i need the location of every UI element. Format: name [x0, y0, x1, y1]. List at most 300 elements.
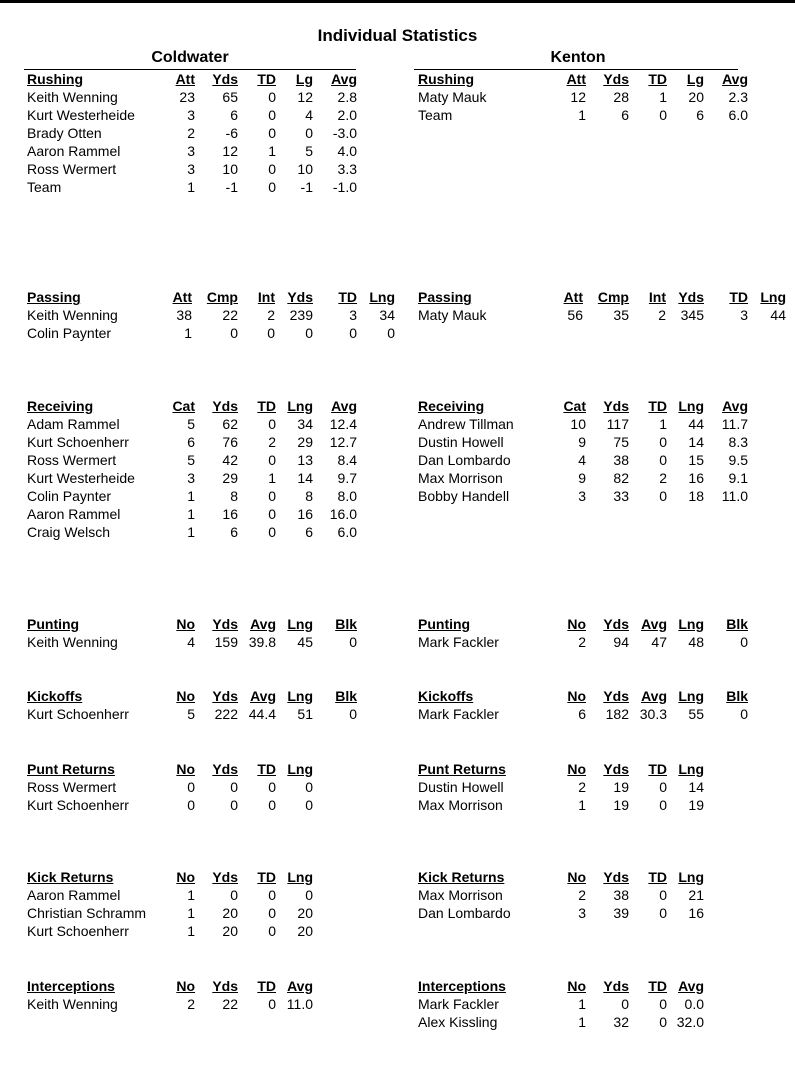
stat-cell: 1 — [578, 797, 586, 813]
section-title: Receiving — [418, 398, 485, 414]
stat-cell: 9.7 — [337, 470, 357, 486]
stat-cell: 20 — [297, 923, 313, 939]
player-name: Max Morrison — [418, 797, 503, 813]
stat-cell: 1 — [659, 89, 667, 105]
player-name: Maty Mauk — [418, 89, 487, 105]
stat-cell: 44 — [770, 307, 786, 323]
column-header: Yds — [212, 688, 238, 704]
stat-cell: 345 — [680, 307, 704, 323]
table-row — [418, 797, 788, 815]
column-header: Avg — [641, 688, 667, 704]
stat-cell: 0 — [268, 488, 276, 504]
table-row — [418, 470, 788, 488]
stat-cell: 34 — [379, 307, 395, 323]
stat-cell: 0 — [659, 887, 667, 903]
stat-cell: 1 — [187, 524, 195, 540]
stat-cell: 38 — [613, 452, 629, 468]
column-header: Lng — [678, 761, 704, 777]
stat-cell: 0 — [230, 797, 238, 813]
column-header: Lng — [678, 869, 704, 885]
column-header: TD — [257, 398, 276, 414]
section-title: Punting — [27, 616, 80, 632]
column-header: Blk — [726, 616, 748, 632]
punt-returns-header-row — [27, 761, 387, 779]
rushing-header-row — [418, 71, 788, 89]
table-row — [418, 434, 788, 452]
column-header: Avg — [250, 616, 276, 632]
player-name: Mark Fackler — [418, 996, 499, 1012]
receiving-header-row — [418, 398, 788, 416]
column-header: Yds — [212, 869, 238, 885]
stat-cell: 0.0 — [684, 996, 704, 1012]
table-row — [27, 307, 395, 325]
stat-cell: 11.7 — [721, 416, 748, 432]
column-header: Lng — [369, 289, 395, 305]
table-row — [27, 706, 387, 724]
stat-cell: 2 — [578, 634, 586, 650]
interceptions-header-row — [27, 978, 387, 996]
column-header: Lng — [760, 289, 786, 305]
stat-cell: 10 — [570, 416, 586, 432]
column-header: Yds — [678, 289, 704, 305]
stat-cell: 39.8 — [248, 634, 276, 650]
stat-cell: 3 — [187, 107, 195, 123]
player-name: Bobby Handell — [418, 488, 510, 504]
stat-cell: 9 — [578, 470, 586, 486]
stat-cell: 0 — [349, 634, 357, 650]
punting-header-row — [418, 616, 788, 634]
player-name: Aaron Rammel — [27, 887, 121, 903]
table-row — [418, 89, 788, 107]
rushing-header-row — [27, 71, 387, 89]
stat-cell: 12 — [297, 89, 313, 105]
column-header: No — [567, 761, 586, 777]
stat-cell: 51 — [297, 706, 313, 722]
stat-cell: 5 — [305, 143, 313, 159]
table-row — [418, 307, 788, 325]
stat-cell: 3 — [187, 161, 195, 177]
page-title: Individual Statistics — [317, 26, 478, 45]
stat-cell: 239 — [289, 307, 313, 323]
stat-cell: 0 — [268, 107, 276, 123]
column-header: Yds — [603, 616, 629, 632]
stat-cell: 38 — [176, 307, 192, 323]
table-row — [27, 89, 387, 107]
stat-cell: 23 — [179, 89, 195, 105]
column-header: Avg — [331, 71, 357, 87]
table-row — [418, 905, 788, 923]
table-row — [27, 107, 387, 125]
player-name: Brady Otten — [27, 125, 102, 141]
stat-cell: 0 — [187, 779, 195, 795]
stat-cell: 38 — [613, 887, 629, 903]
player-name: Dan Lombardo — [418, 905, 511, 921]
stat-cell: 0 — [349, 325, 357, 341]
kickoffs-header-row — [418, 688, 788, 706]
column-header: No — [176, 688, 195, 704]
team-name-left: Coldwater — [151, 49, 229, 66]
column-header: Yds — [287, 289, 313, 305]
stat-cell: 10 — [297, 161, 313, 177]
stat-cell: 22 — [222, 307, 238, 323]
section-title: Rushing — [418, 71, 474, 87]
stat-cell: 6 — [230, 524, 238, 540]
column-header: Avg — [722, 398, 748, 414]
player-name: Maty Mauk — [418, 307, 487, 323]
stat-cell: 6 — [696, 107, 704, 123]
player-name: Keith Wenning — [27, 634, 118, 650]
column-header: TD — [648, 869, 667, 885]
column-header: TD — [648, 978, 667, 994]
stat-cell: 12 — [222, 143, 238, 159]
column-header: Yds — [212, 761, 238, 777]
section-title: Kickoffs — [418, 688, 474, 704]
stat-cell: 5 — [187, 416, 195, 432]
stat-cell: 0 — [268, 89, 276, 105]
column-header: Yds — [212, 398, 238, 414]
stat-cell: 3 — [740, 307, 748, 323]
table-row — [418, 887, 788, 905]
column-header: TD — [257, 869, 276, 885]
stat-cell: 6 — [230, 107, 238, 123]
stat-cell: -1 — [225, 179, 238, 195]
column-header: Cmp — [597, 289, 629, 305]
column-header: Yds — [603, 71, 629, 87]
stat-cell: 8.3 — [728, 434, 748, 450]
stat-cell: 0 — [267, 325, 275, 341]
stat-cell: 1 — [578, 996, 586, 1012]
table-row — [418, 1014, 788, 1032]
player-name: Kurt Schoenherr — [27, 434, 129, 450]
stat-cell: 6 — [621, 107, 629, 123]
player-name: Keith Wenning — [27, 307, 118, 323]
stat-cell: 29 — [297, 434, 313, 450]
stat-cell: 3 — [578, 905, 586, 921]
stat-cell: 0 — [187, 797, 195, 813]
stat-cell: 0 — [659, 996, 667, 1012]
section-title: Punt Returns — [27, 761, 115, 777]
stat-cell: 222 — [214, 706, 238, 722]
table-row — [418, 452, 788, 470]
stat-cell: 0 — [268, 452, 276, 468]
stat-cell: 30.3 — [639, 706, 667, 722]
stat-cell: 4 — [305, 107, 313, 123]
column-header: Int — [648, 289, 666, 305]
stat-cell: 0 — [659, 905, 667, 921]
stat-cell: 0 — [268, 905, 276, 921]
player-name: Keith Wenning — [27, 89, 118, 105]
table-row — [418, 706, 788, 724]
player-name: Ross Wermert — [27, 161, 117, 177]
stat-cell: 56 — [567, 307, 583, 323]
column-header: Cat — [563, 398, 586, 414]
stat-cell: 0 — [230, 325, 238, 341]
column-header: Avg — [331, 398, 357, 414]
player-name: Adam Rammel — [27, 416, 120, 432]
table-row — [27, 179, 387, 197]
stat-cell: 35 — [613, 307, 629, 323]
player-name: Mark Fackler — [418, 634, 499, 650]
team-divider-left — [24, 69, 356, 70]
kickoffs-header-row — [27, 688, 387, 706]
player-name: Colin Paynter — [27, 488, 112, 504]
stat-cell: 14 — [297, 470, 313, 486]
stat-cell: 45 — [297, 634, 313, 650]
stat-cell: 117 — [606, 416, 629, 432]
stat-cell: 0 — [268, 179, 276, 195]
stat-cell: 9.5 — [728, 452, 748, 468]
stat-cell: 182 — [605, 706, 629, 722]
stat-cell: 16.0 — [329, 506, 357, 522]
stat-cell: 94 — [613, 634, 629, 650]
table-row — [418, 488, 788, 506]
column-header: No — [176, 616, 195, 632]
table-row — [418, 416, 788, 434]
column-header: Att — [563, 289, 583, 305]
stat-cell: 20 — [222, 905, 238, 921]
player-name: Christian Schramm — [27, 905, 147, 921]
column-header: TD — [257, 978, 276, 994]
column-header: Lng — [678, 398, 704, 414]
column-header: Blk — [335, 688, 357, 704]
table-row — [418, 634, 788, 652]
column-header: Yds — [603, 398, 629, 414]
stat-cell: 1 — [184, 325, 192, 341]
column-header: Lng — [287, 688, 313, 704]
stat-cell: 1 — [578, 107, 586, 123]
column-header: Avg — [722, 71, 748, 87]
stat-cell: 34 — [297, 416, 313, 432]
kick-returns-header-row — [27, 869, 387, 887]
stat-cell: 0 — [659, 488, 667, 504]
stat-cell: 0 — [659, 797, 667, 813]
column-header: Cmp — [206, 289, 238, 305]
column-header: No — [567, 616, 586, 632]
stat-cell: 19 — [688, 797, 704, 813]
section-title: Rushing — [27, 71, 83, 87]
column-header: No — [567, 869, 586, 885]
stat-cell: 8.4 — [337, 452, 357, 468]
column-header: TD — [648, 761, 667, 777]
column-header: Int — [257, 289, 275, 305]
table-row — [27, 506, 387, 524]
table-row — [27, 488, 387, 506]
stat-cell: 0 — [305, 779, 313, 795]
receiving-header-row — [27, 398, 387, 416]
column-header: TD — [729, 289, 748, 305]
stat-cell: 82 — [613, 470, 629, 486]
stat-cell: 2 — [268, 434, 276, 450]
section-title: Kick Returns — [418, 869, 505, 885]
player-name: Dan Lombardo — [418, 452, 511, 468]
table-row — [27, 923, 387, 941]
column-header: Lg — [295, 71, 313, 87]
stat-cell: 0 — [740, 634, 748, 650]
column-header: Lg — [686, 71, 704, 87]
table-row — [27, 779, 387, 797]
column-header: Avg — [678, 978, 704, 994]
player-name: Colin Paynter — [27, 325, 112, 341]
stat-cell: 75 — [613, 434, 629, 450]
section-title: Interceptions — [27, 978, 115, 994]
column-header: Yds — [212, 978, 238, 994]
player-name: Max Morrison — [418, 887, 503, 903]
section-title: Interceptions — [418, 978, 506, 994]
player-name: Max Morrison — [418, 470, 503, 486]
stat-cell: 0 — [659, 107, 667, 123]
stat-cell: 13 — [297, 452, 313, 468]
stat-cell: 1 — [268, 143, 276, 159]
column-header: TD — [257, 761, 276, 777]
stat-cell: 65 — [222, 89, 238, 105]
stat-cell: 4 — [187, 634, 195, 650]
table-row — [27, 797, 387, 815]
column-header: No — [176, 761, 195, 777]
column-header: Lng — [678, 616, 704, 632]
stat-cell: 20 — [222, 923, 238, 939]
stat-cell: 33 — [613, 488, 629, 504]
stat-cell: 21 — [688, 887, 704, 903]
table-row — [418, 779, 788, 797]
stat-cell: 0 — [268, 161, 276, 177]
stat-cell: 6 — [187, 434, 195, 450]
stat-cell: 2 — [578, 779, 586, 795]
stat-cell: 0 — [349, 706, 357, 722]
column-header: TD — [338, 289, 357, 305]
stat-cell: 12 — [570, 89, 586, 105]
stat-cell: 19 — [613, 779, 629, 795]
stat-cell: 0 — [268, 125, 276, 141]
stat-cell: 15 — [688, 452, 704, 468]
column-header: Cat — [172, 398, 195, 414]
column-header: TD — [648, 398, 667, 414]
stat-cell: 32.0 — [676, 1014, 704, 1030]
stat-cell: 14 — [688, 779, 704, 795]
stat-cell: 2.0 — [337, 107, 357, 123]
column-header: Att — [175, 71, 195, 87]
section-title: Passing — [27, 289, 81, 305]
stat-cell: 44.4 — [248, 706, 276, 722]
table-row — [27, 905, 387, 923]
section-title: Kick Returns — [27, 869, 114, 885]
column-header: Yds — [603, 978, 629, 994]
player-name: Ross Wermert — [27, 452, 117, 468]
punt-returns-header-row — [418, 761, 788, 779]
stat-cell: 3.3 — [337, 161, 357, 177]
stat-cell: 0 — [268, 923, 276, 939]
column-header: Blk — [335, 616, 357, 632]
stat-cell: 0 — [305, 325, 313, 341]
column-header: Lng — [678, 688, 704, 704]
stat-cell: 0 — [305, 797, 313, 813]
stat-cell: 44 — [688, 416, 704, 432]
stat-cell: 2.3 — [728, 89, 748, 105]
stat-cell: 0 — [268, 996, 276, 1012]
stat-cell: 0 — [659, 779, 667, 795]
stat-cell: 0 — [387, 325, 395, 341]
stat-cell: 0 — [268, 887, 276, 903]
stat-cell: 11.0 — [286, 996, 313, 1012]
team-divider-right — [414, 69, 738, 70]
column-header: TD — [648, 71, 667, 87]
stat-cell: 0 — [268, 797, 276, 813]
column-header: Lng — [287, 869, 313, 885]
column-header: Blk — [726, 688, 748, 704]
stat-cell: 5 — [187, 706, 195, 722]
stat-cell: 2 — [578, 887, 586, 903]
column-header: Yds — [212, 616, 238, 632]
stat-cell: 4.0 — [337, 143, 357, 159]
stat-cell: 14 — [688, 434, 704, 450]
column-header: Lng — [287, 616, 313, 632]
player-name: Kurt Schoenherr — [27, 923, 129, 939]
stat-cell: 16 — [297, 506, 313, 522]
stat-cell: 0 — [305, 125, 313, 141]
player-name: Andrew Tillman — [418, 416, 514, 432]
player-name: Dustin Howell — [418, 434, 504, 450]
stat-cell: 4 — [578, 452, 586, 468]
column-header: Lng — [287, 398, 313, 414]
stat-cell: 8.0 — [337, 488, 357, 504]
stat-cell: -1 — [300, 179, 313, 195]
stat-cell: -3.0 — [332, 125, 357, 141]
stat-cell: 19 — [613, 797, 629, 813]
column-header: Yds — [603, 688, 629, 704]
stat-cell: -6 — [225, 125, 238, 141]
stat-cell: 1 — [187, 179, 195, 195]
table-row — [27, 470, 387, 488]
column-header: No — [567, 688, 586, 704]
passing-header-row — [418, 289, 788, 307]
table-row — [27, 996, 387, 1014]
stat-cell: 10 — [222, 161, 238, 177]
punting-header-row — [27, 616, 387, 634]
column-header: Lng — [287, 761, 313, 777]
stat-cell: 2.8 — [337, 89, 357, 105]
passing-header-row — [27, 289, 395, 307]
stat-cell: 18 — [688, 488, 704, 504]
stat-cell: 1 — [659, 416, 667, 432]
player-name: Aaron Rammel — [27, 143, 121, 159]
table-row — [27, 634, 387, 652]
column-header: Yds — [603, 761, 629, 777]
stat-cell: 11.0 — [721, 488, 748, 504]
stat-cell: 6.0 — [337, 524, 357, 540]
stat-cell: 0 — [659, 434, 667, 450]
stat-cell: 6.0 — [728, 107, 748, 123]
player-name: Team — [27, 179, 62, 195]
stat-cell: 6 — [305, 524, 313, 540]
stat-cell: 2 — [187, 125, 195, 141]
stat-cell: 3 — [578, 488, 586, 504]
stat-cell: 2 — [658, 307, 666, 323]
stat-cell: 2 — [267, 307, 275, 323]
table-row — [27, 125, 387, 143]
stat-cell: 16 — [222, 506, 238, 522]
stat-cell: 9.1 — [728, 470, 748, 486]
table-row — [27, 161, 387, 179]
stat-cell: 8 — [305, 488, 313, 504]
section-title: Punt Returns — [418, 761, 506, 777]
section-title: Receiving — [27, 398, 94, 414]
stat-cell: 12.4 — [329, 416, 357, 432]
stat-cell: 12.7 — [329, 434, 357, 450]
player-name: Kurt Westerheide — [27, 470, 135, 486]
player-name: Ross Wermert — [27, 779, 117, 795]
stat-cell: 16 — [688, 470, 704, 486]
stat-cell: -1.0 — [332, 179, 357, 195]
stat-cell: 0 — [621, 996, 629, 1012]
